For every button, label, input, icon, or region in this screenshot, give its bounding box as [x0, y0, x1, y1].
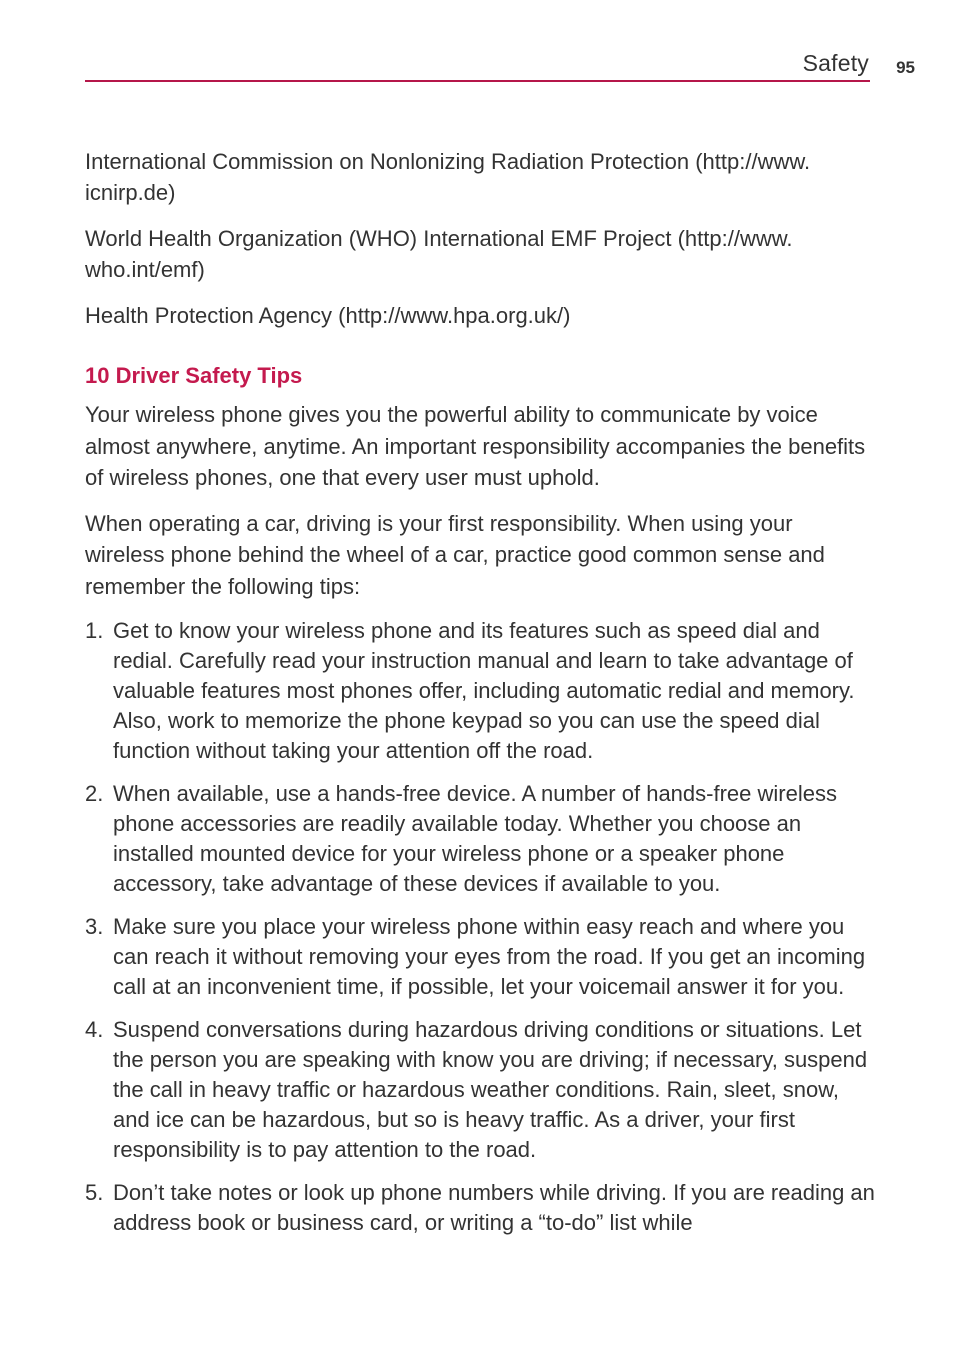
reference-hpa: Health Protection Agency (http://www.hpa.org.uk/) [85, 303, 571, 328]
driving-paragraph: When operating a car, driving is your first responsibility. When using your wireless phone behind the wheel of a car, practice good common sense and remember the following tips: [85, 510, 825, 599]
list-item-number: 5. [85, 1180, 104, 1205]
section-title: Safety [802, 50, 869, 76]
list-item-text: Don’t take notes or look up phone numbers while driving. If you are reading an address book or business card, or writing a “to-do” list while [113, 1180, 875, 1235]
page-number: 95 [896, 58, 915, 77]
list-item [85, 1178, 875, 1238]
list-item-number: 3. [85, 914, 104, 939]
list-item-number: 2. [85, 781, 104, 806]
list-item-text: When available, use a hands-free device. A number of hands-free wireless phone accessories are readily available today. Whether you choose an installed mounted device for your wireless phone or a speaker phone accessory, take advantage of these devices if available to you. [113, 781, 837, 896]
header-divider [85, 80, 870, 82]
list-item-number: 4. [85, 1017, 104, 1042]
list-item-number: 1. [85, 618, 104, 643]
reference-icnirp: International Commission on Nonlonizing Radiation Protection (http://www. icnirp.de) [85, 149, 811, 205]
page-header [85, 48, 915, 88]
list-item [85, 779, 875, 899]
list-item [85, 616, 875, 766]
section-heading: 10 Driver Safety Tips [85, 363, 303, 388]
list-item-text: Suspend conversations during hazardous driving conditions or situations. Let the person you are speaking with know you are driving; if necessary, suspend the call in heavy traffic or hazardous weather conditions. Rain, sleet, snow, and ice can be hazardous, but so is heavy traffic. As a driver, your first responsibility is to pay attention to the road. [113, 1017, 868, 1162]
intro-paragraph: Your wireless phone gives you the powerful ability to communicate by voice almost anywhere, anytime. An important responsibility accompanies the benefits of wireless phones, one that every user must uphold. [85, 402, 866, 490]
driver-tips-list [85, 616, 875, 1238]
list-item [85, 1015, 875, 1165]
page-body [85, 146, 875, 1251]
list-item-text: Make sure you place your wireless phone within easy reach and where you can reach it without removing your eyes from the road. If you get an incoming call at an inconvenient time, if possible, let your voicemail answer it for you. [113, 914, 866, 999]
list-item [85, 912, 875, 1002]
list-item-text: Get to know your wireless phone and its features such as speed dial and redial. Carefully read your instruction manual and learn to take advantage of valuable features most phones offer, including automatic redial and memory. Also, work to memorize the phone keypad so you can use the speed dial function without taking your attention off the road. [113, 618, 855, 763]
reference-who: World Health Organization (WHO) International EMF Project (http://www. who.int/emf) [85, 226, 793, 282]
